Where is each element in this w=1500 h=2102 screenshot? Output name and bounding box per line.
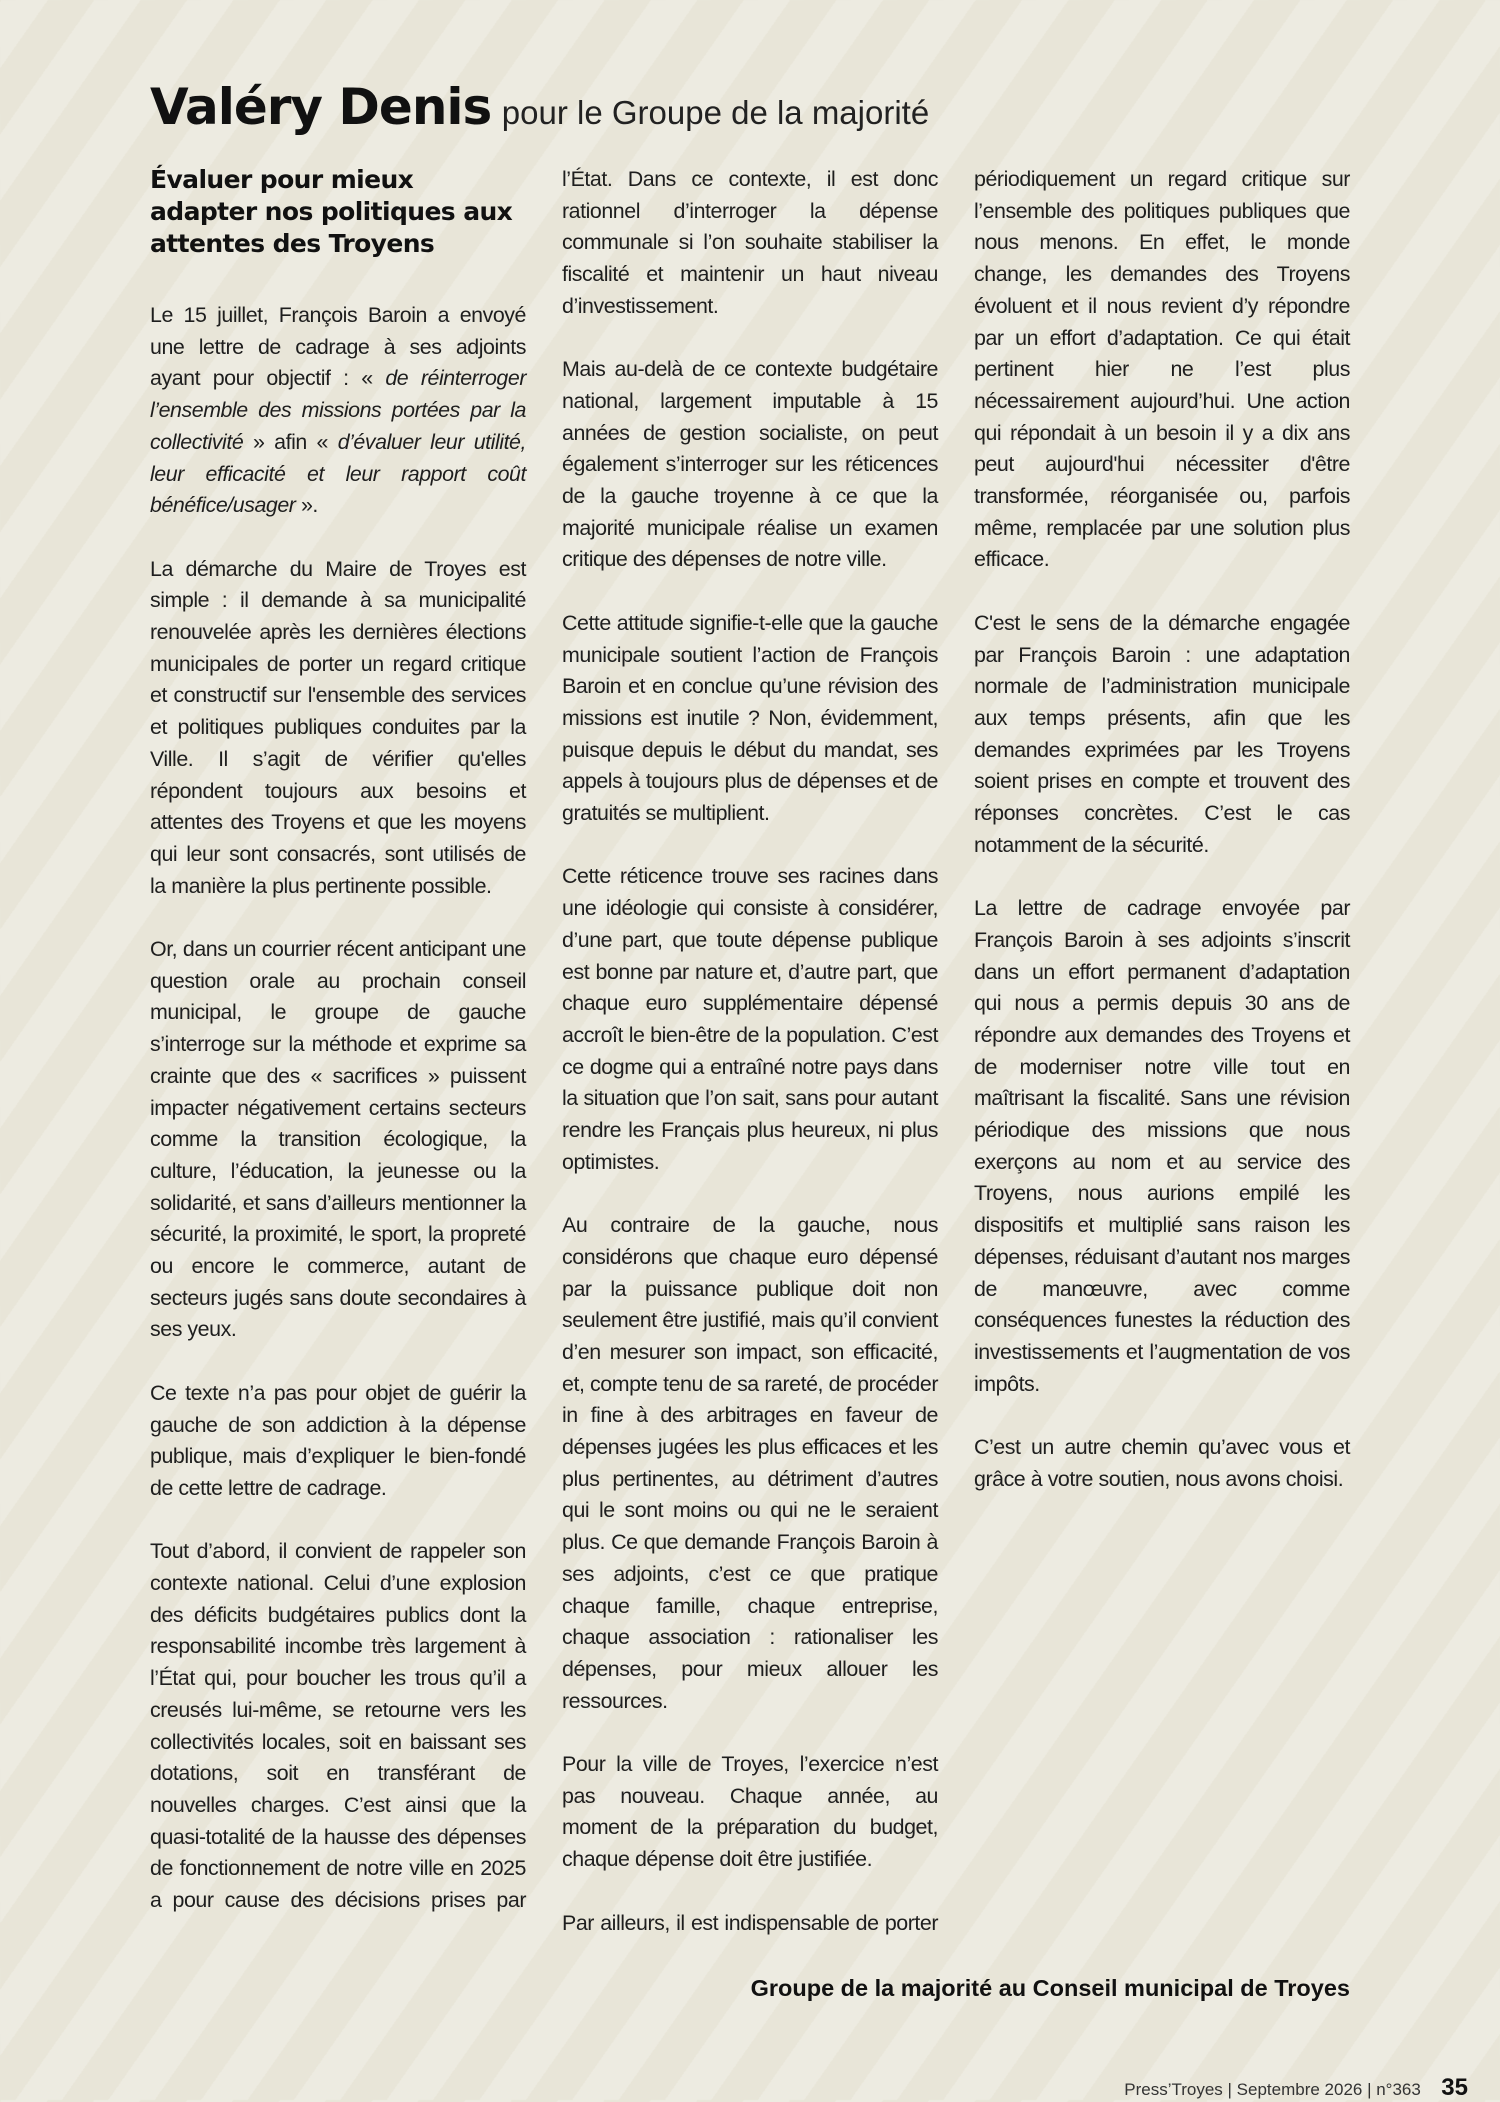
page-footer [1124,2074,1468,2102]
text-column-3 [974,164,1350,1495]
group-name: pour le Groupe de la majorité [501,94,930,131]
page-header [150,78,1350,136]
article-title: Évaluer pour mieux adapter nos politiques aux attentes des Troyens [150,165,513,258]
intro-quote-2: d’évaluer leur utilité, leur efficacité et leur rapport coût bénéfice/usager [150,429,526,518]
paragraph: C'est le sens de la démarche engagée par François Baroin : une adaptation normale de l’administration municipale aux temps présents, afin que les demandes exprimées par les Troyens soient prises en compte et trouvent des réponses concrètes. C’est le cas notamment de la sécurité. [974,610,1350,857]
paragraph: Pour la ville de Troyes, l’exercice n’est pas nouveau. Chaque année, au moment de la préparation du budget, chaque dépense doit être justifiée. [562,1752,938,1872]
paragraph-continued: périodiquement un regard critique sur l’ensemble des politiques publiques que nous menons. En effet, le monde change, les demandes des Troyens évoluent et il nous revient d’y répondre par un effort d’adaptation. Ce qui était pertinent hier ne l’est plus nécessairement aujourd’hui. Une action qui répondait à un besoin il y a dix ans peut aujourd'hui nécessiter d'être transformée, réorganisée ou, parfois même, remplacée par une solution plus efficace. [974,167,1350,572]
paragraph: La lettre de cadrage envoyée par François Baroin à ses adjoints s’inscrit dans un effort permanent d’adaptation qui nous a permis depuis 30 ans de répondre aux demandes des Troyens et de moderniser notre ville tout en maîtrisant la fiscalité. Sans une révision périodique des missions que nous exerçons au nom et au service des Troyens, nous aurions empilé les dispositifs et multiplié sans raison les dépenses, réduisant d’autant nos marges de manœuvre, avec comme conséquences funestes la réduction des investissements et l’augmentation de vos impôts. [974,896,1350,1396]
publication-info: Press’Troyes | Septembre 2026 | n°363 [1124,2080,1421,2099]
paragraph: C’est un autre chemin qu’avec vous et grâce à votre soutien, nous avons choisi. [974,1435,1350,1491]
paragraph: Ce texte n’a pas pour objet de guérir la gauche de son addiction à la dépense publique, mais d’expliquer le bien-fondé de cette lettre de cadrage. [150,1380,526,1500]
paragraph: La démarche du Maire de Troyes est simple : il demande à sa municipalité renouvelée après les dernières élections municipales de porter un regard critique et constructif sur l'ensemble des services et politiques publiques conduites par la Ville. Il s’agit de vérifier qu'elles répondent toujours aux besoins et attentes des Troyens et que les moyens qui leur sont consacrés, sont utilisés de la manière la plus pertinente possible. [150,556,526,898]
intro-text-mid: » afin « [243,429,338,454]
article-body [150,300,526,1917]
text-column-1 [150,164,526,1917]
intro-text: Le 15 juillet, François Baroin a envoyé une lettre de cadrage à ses adjoints ayant pour objectif : « [150,303,526,391]
intro-text-end: ». [295,493,318,518]
intro-quote-1: de réinterroger l’ensemble des missions portées par la collectivité [150,366,526,454]
paragraph: Au contraire de la gauche, nous considérons que chaque euro dépensé par la puissance publique doit non seulement être justifié, mais qu’il convient d’en mesurer son impact, son efficacité, et, compte tenu de sa rareté, de procéder in fine à des arbitrages en faveur de dépenses jugées les plus efficaces et les plus pertinentes, au détriment d’autres qui le sont moins ou qui ne le seraient plus. Ce que demande François Baroin à ses adjoints, c’est ce que pratique chaque famille, chaque entreprise, chaque association : rationaliser les dépenses, pour mieux allouer les ressources. [562,1213,938,1713]
author-name: Valéry Denis [150,78,492,136]
paragraph: Cette attitude signifie-t-elle que la gauche municipale soutient l’action de François Baroin et en conclue qu’une révision des missions est inutile ? Non, évidemment, puisque depuis le début du mandat, ses appels à toujours plus de dépenses et de gratuités se multiplient. [562,610,938,826]
signature: Groupe de la majorité au Conseil municipal de Troyes [750,1975,1350,2001]
paragraph: Tout d’abord, il convient de rappeler son contexte national. Celui d’une explosion des déficits budgétaires publics dont la responsabilité incombe très largement à l’État qui, pour boucher les trous qu’il a creusés lui-même, se retourne vers les collectivités locales, soit en baissant ses dotations, soit en transférant de nouvelles charges. C’est ainsi que la quasi-totalité de la hausse des dépenses de fonctionnement de notre ville en 2025 a pour cause des décisions prises par [150,1539,526,1913]
paragraph: Or, dans un courrier récent anticipant une question orale au prochain conseil municipal, le groupe de gauche s’interroge sur la méthode et exprime sa crainte que des « sacrifices » puissent impacter négativement certains secteurs comme la transition écologique, la culture, l’éducation, la jeunesse ou la solidarité, et sans d’ailleurs mentionner la sécurité, la proximité, le sport, la propreté ou encore le commerce, autant de secteurs jugés sans doute secondaires à ses yeux. [150,937,526,1342]
text-column-2 [562,164,938,1939]
paragraph: Cette réticence trouve ses racines dans une idéologie qui consiste à considérer, d’une part, que toute dépense publique est bonne par nature et, d’autre part, que chaque euro supplémentaire dépensé accroît le bien-être de la population. C’est ce dogme qui a entraîné notre pays dans la situation que l’on sait, sans pour autant rendre les Français plus heureux, ni plus optimistes. [562,864,938,1174]
paragraph: Mais au-delà de ce contexte budgétaire national, largement imputable à 15 années de gestion socialiste, on peut également s’interroger sur les réticences de la gauche troyenne à ce que la majorité municipale réalise un examen critique des dépenses de notre ville. [562,357,938,572]
paragraph: Par ailleurs, il est indispensable de porter [562,1910,938,1935]
paragraph-continued: l’État. Dans ce contexte, il est donc rationnel d’interroger la dépense communale si l’on souhaite stabiliser la fiscalité et maintenir un haut niveau d’investissement. [562,167,938,318]
paragraph-intro [150,300,526,522]
page-number: 35 [1441,2074,1468,2101]
